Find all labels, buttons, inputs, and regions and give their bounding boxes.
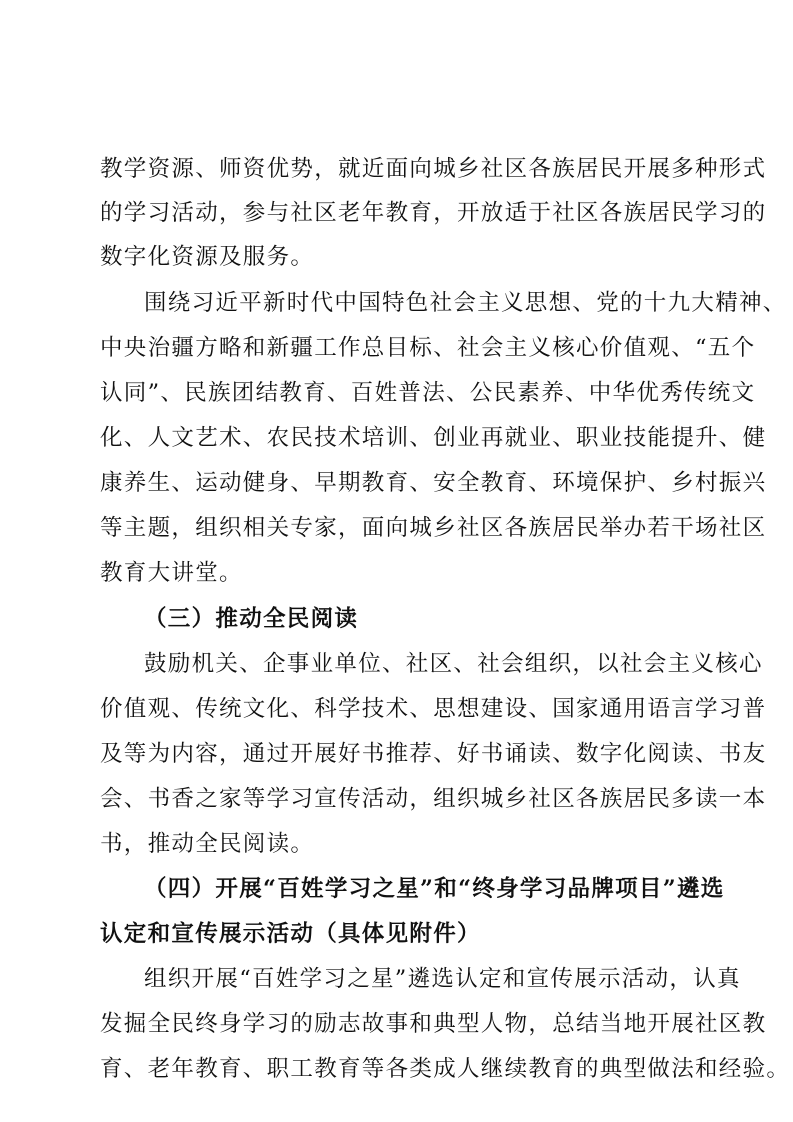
section-heading: （四）开展“百姓学习之星”和“终身学习品牌项目”遴选 xyxy=(144,876,725,902)
body-text-line: 中央治疆方略和新疆工作总目标、社会主义核心价值观、“五个 xyxy=(100,335,756,361)
section-heading: 认定和宣传展示活动（具体见附件） xyxy=(100,921,481,947)
body-text-line: 鼓励机关、企事业单位、社区、社会组织，以社会主义核心 xyxy=(144,651,763,677)
body-text-line: 育、老年教育、职工教育等各类成人继续教育的典型做法和经验。 xyxy=(100,1056,791,1082)
body-text-line: 及等为内容，通过开展好书推荐、好书诵读、数字化阅读、书友 xyxy=(100,741,767,767)
body-text-line: 化、人文艺术、农民技术培训、创业再就业、职业技能提升、健 xyxy=(100,425,767,451)
body-text-line: 认同”、民族团结教育、百姓普法、公民素养、中华优秀传统文 xyxy=(100,380,756,406)
body-text-line: 书，推动全民阅读。 xyxy=(100,831,315,857)
body-text-line: 教育大讲堂。 xyxy=(100,560,243,586)
body-text-line: 等主题，组织相关专家，面向城乡社区各族居民举办若干场社区 xyxy=(100,515,767,541)
body-text-line: 发掘全民终身学习的励志故事和典型人物，总结当地开展社区教 xyxy=(100,1011,767,1037)
section-heading: （三）推动全民阅读 xyxy=(144,606,359,632)
body-text-line: 价值观、传统文化、科学技术、思想建设、国家通用语言学习普 xyxy=(100,696,767,722)
body-text-line: 的学习活动，参与社区老年教育，开放适于社区各族居民学习的 xyxy=(100,200,767,226)
body-text-line: 组织开展“百姓学习之星”遴选认定和宣传展示活动，认真 xyxy=(144,966,741,992)
body-text-line: 教学资源、师资优势，就近面向城乡社区各族居民开展多种形式 xyxy=(100,156,767,182)
body-text-line: 康养生、运动健身、早期教育、安全教育、环境保护、乡村振兴 xyxy=(100,470,767,496)
body-text-line: 会、书香之家等学习宣传活动，组织城乡社区各族居民多读一本 xyxy=(100,786,767,812)
body-text-line: 围绕习近平新时代中国特色社会主义思想、党的十九大精神、 xyxy=(144,290,787,316)
body-text-line: 数字化资源及服务。 xyxy=(100,244,315,270)
